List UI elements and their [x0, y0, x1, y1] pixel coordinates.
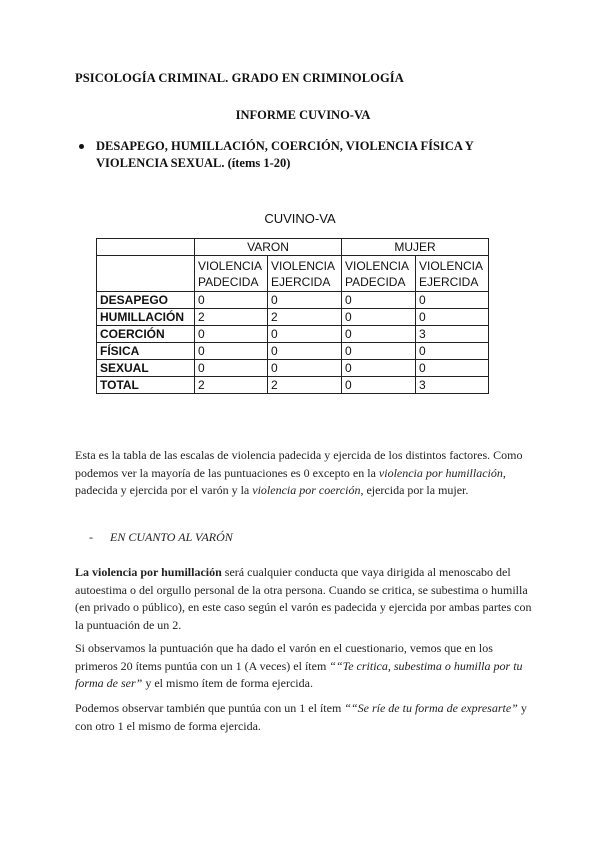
- table-column-row: [97, 256, 489, 292]
- paragraph-table-summary: [75, 447, 535, 500]
- paragraph-varon-score-2: [75, 700, 535, 735]
- table-cell: 0: [342, 360, 416, 377]
- table-cell: 2: [195, 377, 268, 394]
- bullet-text: DESAPEGO, HUMILLACIÓN, COERCIÓN, VIOLENCIA FÍSICA Y VIOLENCIA SEXUAL. (ítems 1-20): [96, 139, 474, 170]
- paragraph-text: Si observamos la puntuación que ha dado el varón en el cuestionario, vemos que en los primeros 20 ítems puntúa con un 1 (A veces) el ítem: [75, 641, 493, 673]
- row-label: TOTAL: [97, 377, 195, 394]
- table-cell: 0: [342, 292, 416, 309]
- column-header: VIOLENCIA PADECIDA: [342, 256, 416, 292]
- paragraph-text: y con otro 1 el mismo de forma ejercida.: [75, 701, 527, 733]
- paragraph-text: Podemos observar también que puntúa con un 1 el ítem: [75, 701, 345, 715]
- row-label: HUMILLACIÓN: [97, 309, 195, 326]
- paragraph-humillacion-definition: [75, 564, 535, 634]
- column-header: VIOLENCIA PADECIDA: [195, 256, 268, 292]
- row-label: COERCIÓN: [97, 326, 195, 343]
- table-cell: 0: [416, 343, 489, 360]
- paragraph-emphasis: violencia por humillación: [378, 465, 503, 480]
- table-cell: 0: [416, 360, 489, 377]
- table-cell: 0: [268, 360, 342, 377]
- table-row: [97, 326, 489, 343]
- document-heading: PSICOLOGÍA CRIMINAL. GRADO EN CRIMINOLOGÍA: [75, 71, 404, 85]
- table-cell: 3: [416, 326, 489, 343]
- table-row: [97, 360, 489, 377]
- section-dash: -: [89, 530, 93, 544]
- table-cell: 0: [195, 326, 268, 343]
- paragraph-text: será cualquier conducta que vaya dirigida al menoscabo del autoestima o del orgullo personal de la otra persona. Cuando se critica, se subestima o humilla (en privado o público), en este caso según el varón es padecida y ejercida por ambas partes con la puntuación de un 2.: [75, 565, 532, 632]
- table-cell: 0: [342, 377, 416, 394]
- row-label: DESAPEGO: [97, 292, 195, 309]
- column-header: VIOLENCIA EJERCIDA: [268, 256, 342, 292]
- group-header-varon: VARON: [195, 239, 342, 256]
- table-cell: 2: [268, 377, 342, 394]
- table-cell: 0: [416, 309, 489, 326]
- table-corner-cell: [97, 256, 195, 292]
- table-row: [97, 343, 489, 360]
- table-cell: 0: [268, 343, 342, 360]
- table-cell: 3: [416, 377, 489, 394]
- table-cell: 0: [416, 292, 489, 309]
- table-cell: 0: [268, 292, 342, 309]
- table-cell: 2: [268, 309, 342, 326]
- column-header: VIOLENCIA EJERCIDA: [416, 256, 489, 292]
- paragraph-quote: ““Te critica, subestima o humilla por tu forma de ser”: [75, 658, 523, 690]
- paragraph-quote: ““Se ríe de tu forma de expresarte”: [344, 701, 518, 715]
- table-cell: 0: [342, 343, 416, 360]
- table-cell: 2: [195, 309, 268, 326]
- table-cell: 0: [342, 326, 416, 343]
- bullet-icon: [79, 144, 84, 149]
- row-label: FÍSICA: [97, 343, 195, 360]
- group-header-mujer: MUJER: [342, 239, 489, 256]
- table-row: [97, 292, 489, 309]
- document-subheading: INFORME CUVINO-VA: [235, 108, 371, 122]
- row-label: SEXUAL: [97, 360, 195, 377]
- table-cell: 0: [342, 309, 416, 326]
- table-row-total: [97, 377, 489, 394]
- table-row: [97, 309, 489, 326]
- paragraph-varon-score: [75, 640, 535, 693]
- paragraph-emphasis: violencia por coerción: [252, 483, 361, 497]
- paragraph-text: y el mismo ítem de forma ejercida.: [142, 676, 313, 690]
- paragraph-text: , ejercida por la mujer.: [360, 483, 469, 497]
- section-title: EN CUANTO AL VARÓN: [110, 530, 233, 544]
- table-cell: 0: [195, 292, 268, 309]
- table-corner-cell: [97, 239, 195, 256]
- paragraph-text: Esta es la tabla de las escalas de violencia padecida y ejercida de los distintos factores. Como podemos ver la mayoría de las puntuaciones es 0 excepto en la: [75, 448, 523, 480]
- table-group-row: [97, 239, 489, 256]
- table-caption: CUVINO-VA: [264, 211, 336, 226]
- table-cell: 0: [268, 326, 342, 343]
- paragraph-text: , padecida y ejercida por el varón y la: [75, 465, 506, 497]
- cuvino-table: [96, 238, 489, 394]
- table-cell: 0: [195, 360, 268, 377]
- table-cell: 0: [195, 343, 268, 360]
- paragraph-bold: La violencia por humillación: [75, 565, 222, 579]
